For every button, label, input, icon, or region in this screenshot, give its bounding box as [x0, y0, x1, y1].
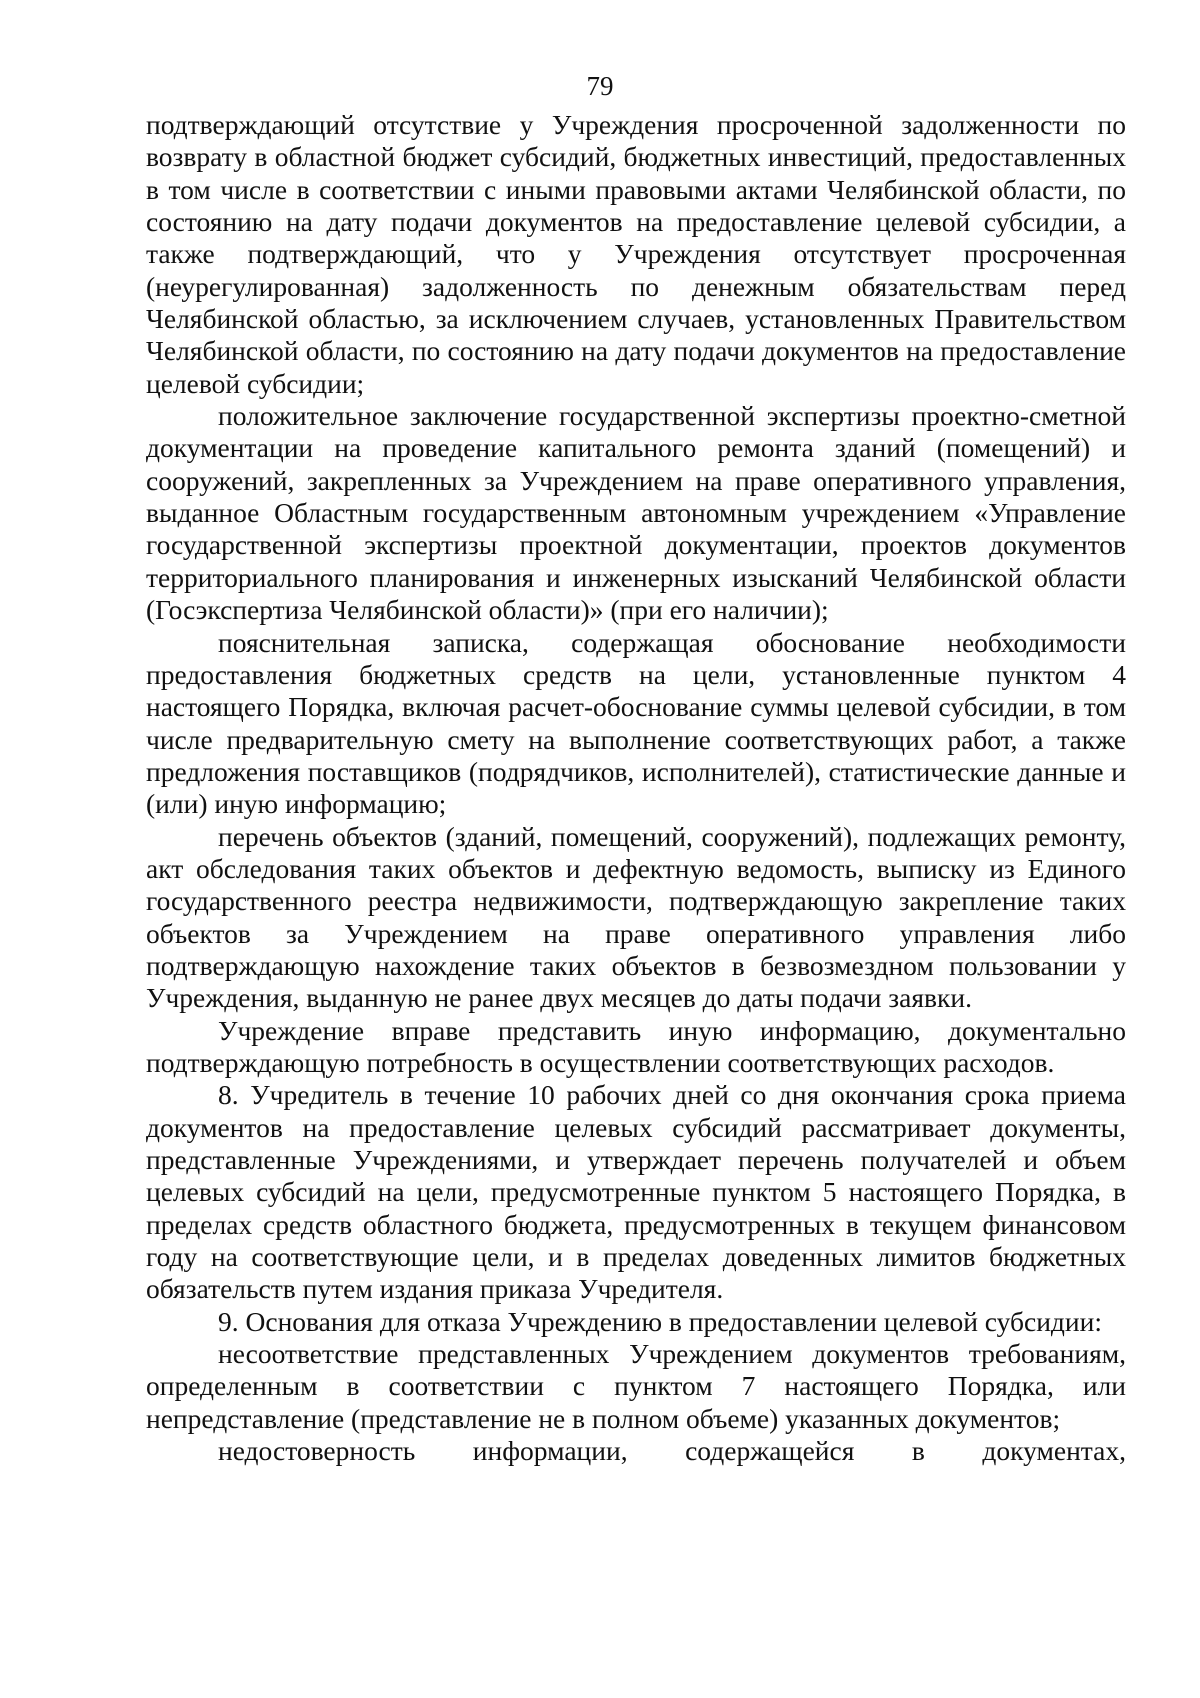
- paragraph-item-8: 8. Учредитель в течение 10 рабочих дней со дня окончания срока приема документов на предоставление целевых субсидий рассматривает документы, представленные Учреждениями, и утверждает перечень получателей и объем целевых субсидий на цели, предусмотренные пунктом 5 настоящего Порядка, в пределах средств областного бюджета, предусмотренных в текущем финансовом году на соответствующие цели, и в пределах доведенных лимитов бюджетных обязательств путем издания приказа Учредителя.: [146, 1079, 1126, 1305]
- document-body: [146, 109, 1126, 1467]
- paragraph-state-expertise: положительное заключение государственной экспертизы проектно-сметной документации на проведение капитального ремонта зданий (помещений) и сооружений, закрепленных за Учреждением на праве оперативного управления, выданное Областным государственным автономным учреждением «Управление государственной экспертизы проектной документации, проектов документов территориального планирования и инженерных изысканий Челябинской области (Госэкспертиза Челябинской области)» (при его наличии);: [146, 400, 1126, 626]
- paragraph-unreliability: недостоверность информации, содержащейся в документах,: [218, 1435, 1126, 1467]
- paragraph-debt-confirmation: подтверждающий отсутствие у Учреждения просроченной задолженности по возврату в областной бюджет субсидий, бюджетных инвестиций, предоставленных в том числе в соответствии с иными правовыми актами Челябинской области, по состоянию на дату подачи документов на предоставление целевой субсидии, а также подтверждающий, что у Учреждения отсутствует просроченная (неурегулированная) задолженность по денежным обязательствам перед Челябинской областью, за исключением случаев, установленных Правительством Челябинской области, по состоянию на дату подачи документов на предоставление целевой субсидии;: [146, 109, 1126, 399]
- paragraph-explanatory-note: пояснительная записка, содержащая обоснование необходимости предоставления бюджетных средств на цели, установленные пунктом 4 настоящего Порядка, включая расчет-обоснование суммы целевой субсидии, в том числе предварительную смету на выполнение соответствующих работ, а также предложения поставщиков (подрядчиков, исполнителей), статистические данные и (или) иную информацию;: [146, 626, 1126, 820]
- paragraph-objects-list: перечень объектов (зданий, помещений, сооружений), подлежащих ремонту, акт обследования таких объектов и дефектную ведомость, выписку из Единого государственного реестра недвижимости, подтверждающую закрепление таких объектов за Учреждением на праве оперативного управления либо подтверждающую нахождение таких объектов в безвозмездном пользовании у Учреждения, выданную не ранее двух месяцев до даты подачи заявки.: [146, 820, 1126, 1014]
- paragraph-item-9: 9. Основания для отказа Учреждению в предоставлении целевой субсидии:: [218, 1305, 1103, 1337]
- page-number: 79: [586, 71, 614, 101]
- paragraph-additional-info: Учреждение вправе представить иную информацию, документально подтверждающую потребность в осуществлении соответствующих расходов.: [146, 1014, 1126, 1078]
- paragraph-noncompliance: несоответствие представленных Учреждением документов требованиям, определенным в соответствии с пунктом 7 настоящего Порядка, или непредставление (представление не в полном объеме) указанных документов;: [146, 1338, 1126, 1434]
